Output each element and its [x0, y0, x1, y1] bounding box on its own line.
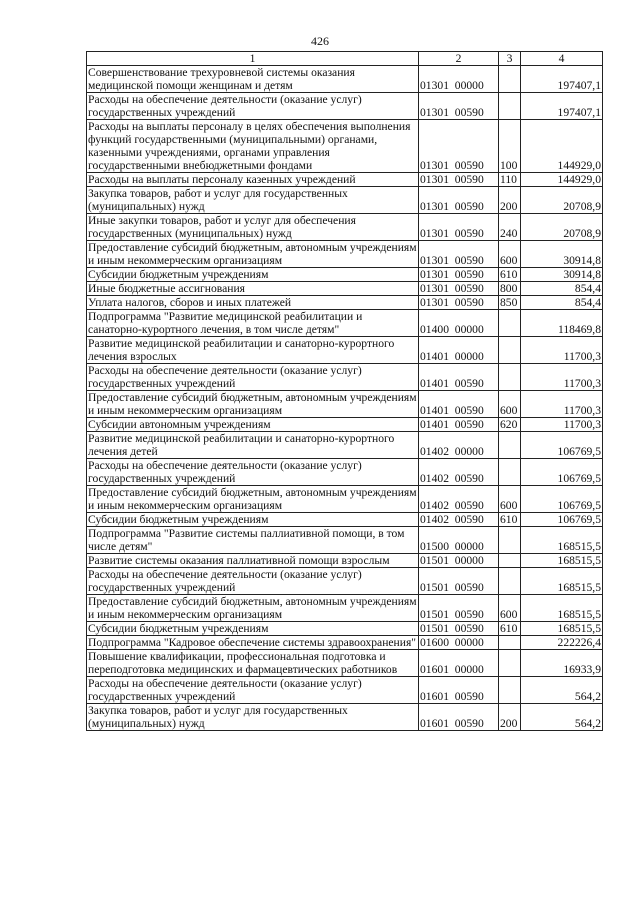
row-expense-type	[499, 66, 521, 93]
row-code: 01400 00000	[419, 310, 499, 337]
table-row	[87, 337, 603, 364]
row-amount: 11700,3	[521, 364, 603, 391]
row-amount: 222226,4	[521, 636, 603, 650]
row-expense-type	[499, 568, 521, 595]
row-expense-type	[499, 310, 521, 337]
row-name: Развитие системы оказания паллиативной помощи взрослым	[87, 554, 419, 568]
row-expense-type	[499, 636, 521, 650]
row-name: Расходы на обеспечение деятельности (оказание услуг) государственных учреждений	[87, 459, 419, 486]
table-row	[87, 418, 603, 432]
row-expense-type: 850	[499, 296, 521, 310]
row-amount: 168515,5	[521, 554, 603, 568]
row-code: 01501 00590	[419, 568, 499, 595]
row-code: 01501 00000	[419, 554, 499, 568]
table-row	[87, 595, 603, 622]
table-row	[87, 513, 603, 527]
row-code: 01401 00000	[419, 337, 499, 364]
row-expense-type: 610	[499, 268, 521, 282]
row-code: 01301 00000	[419, 66, 499, 93]
row-amount: 30914,8	[521, 268, 603, 282]
row-amount: 106769,5	[521, 459, 603, 486]
budget-table	[86, 51, 603, 731]
row-expense-type	[499, 527, 521, 554]
table-row	[87, 391, 603, 418]
row-code: 01301 00590	[419, 268, 499, 282]
row-name: Субсидии автономным учреждениям	[87, 418, 419, 432]
row-name: Расходы на обеспечение деятельности (оказание услуг) государственных учреждений	[87, 364, 419, 391]
row-expense-type: 100	[499, 120, 521, 173]
page-number: 426	[311, 34, 329, 48]
row-code: 01601 00000	[419, 650, 499, 677]
table-row	[87, 93, 603, 120]
row-code: 01600 00000	[419, 636, 499, 650]
table-row	[87, 120, 603, 173]
row-code: 01301 00590	[419, 241, 499, 268]
row-expense-type: 240	[499, 214, 521, 241]
row-amount: 854,4	[521, 296, 603, 310]
row-expense-type: 200	[499, 187, 521, 214]
row-name: Подпрограмма "Кадровое обеспечение системы здравоохранения"	[87, 636, 419, 650]
row-code: 01402 00000	[419, 432, 499, 459]
row-amount: 144929,0	[521, 173, 603, 187]
row-code: 01601 00590	[419, 677, 499, 704]
row-expense-type	[499, 93, 521, 120]
row-expense-type: 600	[499, 391, 521, 418]
table-row	[87, 568, 603, 595]
header-col-3: 3	[499, 52, 521, 66]
row-name: Расходы на обеспечение деятельности (оказание услуг) государственных учреждений	[87, 93, 419, 120]
row-name: Развитие медицинской реабилитации и санаторно-курортного лечения взрослых	[87, 337, 419, 364]
row-amount: 144929,0	[521, 120, 603, 173]
row-amount: 20708,9	[521, 214, 603, 241]
header-row	[87, 52, 603, 66]
row-code: 01401 00590	[419, 391, 499, 418]
row-name: Предоставление субсидий бюджетным, автономным учреждениям и иным некоммерческим организациям	[88, 486, 417, 512]
row-name: Субсидии бюджетным учреждениям	[87, 513, 419, 527]
row-name: Совершенствование трехуровневой системы оказания медицинской помощи женщинам и детям	[87, 66, 419, 93]
row-amount: 11700,3	[521, 391, 603, 418]
table-row	[87, 310, 603, 337]
table-row	[87, 173, 603, 187]
row-code: 01500 00000	[419, 527, 499, 554]
table-row	[87, 241, 603, 268]
row-amount: 30914,8	[521, 241, 603, 268]
row-name: Закупка товаров, работ и услуг для государственных (муниципальных) нужд	[87, 704, 419, 731]
row-name: Предоставление субсидий бюджетным, автономным учреждениям и иным некоммерческим организациям	[88, 595, 417, 621]
table-row	[87, 432, 603, 459]
row-code: 01501 00590	[419, 595, 499, 622]
table-row	[87, 704, 603, 731]
row-amount: 564,2	[521, 677, 603, 704]
row-expense-type	[499, 337, 521, 364]
row-expense-type: 600	[499, 486, 521, 513]
row-name: Уплата налогов, сборов и иных платежей	[87, 296, 419, 310]
row-expense-type	[499, 459, 521, 486]
row-code: 01601 00590	[419, 704, 499, 731]
row-code: 01301 00590	[419, 296, 499, 310]
table-row	[87, 650, 603, 677]
row-amount: 564,2	[521, 704, 603, 731]
row-name: Подпрограмма "Развитие медицинской реабилитации и санаторно-курортного лечения, в том числе детям"	[87, 310, 419, 337]
row-expense-type: 800	[499, 282, 521, 296]
row-amount: 854,4	[521, 282, 603, 296]
row-name: Расходы на выплаты персоналу казенных учреждений	[87, 173, 419, 187]
table-row	[87, 364, 603, 391]
row-name: Субсидии бюджетным учреждениям	[87, 622, 419, 636]
row-code: 01402 00590	[419, 486, 499, 513]
row-code: 01501 00590	[419, 622, 499, 636]
table-row	[87, 268, 603, 282]
row-code: 01301 00590	[419, 214, 499, 241]
table-row	[87, 527, 603, 554]
row-expense-type: 600	[499, 241, 521, 268]
row-code: 01301 00590	[419, 282, 499, 296]
row-amount: 168515,5	[521, 568, 603, 595]
row-name: Иные закупки товаров, работ и услуг для обеспечения государственных (муниципальных) нужд	[87, 214, 419, 241]
row-expense-type: 200	[499, 704, 521, 731]
row-expense-type: 620	[499, 418, 521, 432]
row-amount: 11700,3	[521, 337, 603, 364]
row-amount: 168515,5	[521, 595, 603, 622]
row-expense-type	[499, 364, 521, 391]
row-name: Расходы на выплаты персоналу в целях обеспечения выполнения функций государственными (муниципальными) органами, казенными учреждениями, органами управления государственными внебюджетными фондами	[87, 120, 419, 173]
row-code: 01301 00590	[419, 173, 499, 187]
row-expense-type	[499, 650, 521, 677]
table-row	[87, 282, 603, 296]
header-col-1: 1	[87, 52, 419, 66]
row-name: Повышение квалификации, профессиональная подготовка и переподготовка медицинских и фармацевтических работников	[87, 650, 419, 677]
table-row	[87, 554, 603, 568]
table-row	[87, 214, 603, 241]
table-row	[87, 459, 603, 486]
row-expense-type: 600	[499, 595, 521, 622]
row-amount: 11700,3	[521, 418, 603, 432]
table-body	[87, 66, 603, 731]
row-amount: 106769,5	[521, 486, 603, 513]
row-name: Субсидии бюджетным учреждениям	[87, 268, 419, 282]
row-amount: 20708,9	[521, 187, 603, 214]
row-amount: 197407,1	[521, 66, 603, 93]
row-code: 01301 00590	[419, 120, 499, 173]
table-row	[87, 187, 603, 214]
row-code: 01401 00590	[419, 418, 499, 432]
table-row	[87, 622, 603, 636]
row-name: Развитие медицинской реабилитации и санаторно-курортного лечения детей	[87, 432, 419, 459]
table-row	[87, 66, 603, 93]
table-row	[87, 296, 603, 310]
row-expense-type	[499, 432, 521, 459]
row-amount: 16933,9	[521, 650, 603, 677]
row-name: Расходы на обеспечение деятельности (оказание услуг) государственных учреждений	[87, 568, 419, 595]
row-name: Расходы на обеспечение деятельности (оказание услуг) государственных учреждений	[87, 677, 419, 704]
header-col-4: 4	[521, 52, 603, 66]
row-amount: 106769,5	[521, 513, 603, 527]
row-name: Иные бюджетные ассигнования	[87, 282, 419, 296]
row-amount: 168515,5	[521, 622, 603, 636]
table-row	[87, 636, 603, 650]
row-code: 01301 00590	[419, 93, 499, 120]
table-row	[87, 677, 603, 704]
header-col-2: 2	[419, 52, 499, 66]
row-name: Закупка товаров, работ и услуг для государственных (муниципальных) нужд	[87, 187, 419, 214]
row-amount: 197407,1	[521, 93, 603, 120]
table-row	[87, 486, 603, 513]
row-code: 01301 00590	[419, 187, 499, 214]
row-expense-type	[499, 677, 521, 704]
row-code: 01402 00590	[419, 513, 499, 527]
row-amount: 118469,8	[521, 310, 603, 337]
row-amount: 106769,5	[521, 432, 603, 459]
row-name: Предоставление субсидий бюджетным, автономным учреждениям и иным некоммерческим организациям	[88, 391, 417, 417]
row-amount: 168515,5	[521, 527, 603, 554]
row-code: 01402 00590	[419, 459, 499, 486]
row-code: 01401 00590	[419, 364, 499, 391]
row-expense-type: 610	[499, 513, 521, 527]
row-name: Предоставление субсидий бюджетным, автономным учреждениям и иным некоммерческим организациям	[88, 241, 417, 267]
row-expense-type: 110	[499, 173, 521, 187]
row-name: Подпрограмма "Развитие системы паллиативной помощи, в том числе детям"	[87, 527, 419, 554]
row-expense-type: 610	[499, 622, 521, 636]
row-expense-type	[499, 554, 521, 568]
